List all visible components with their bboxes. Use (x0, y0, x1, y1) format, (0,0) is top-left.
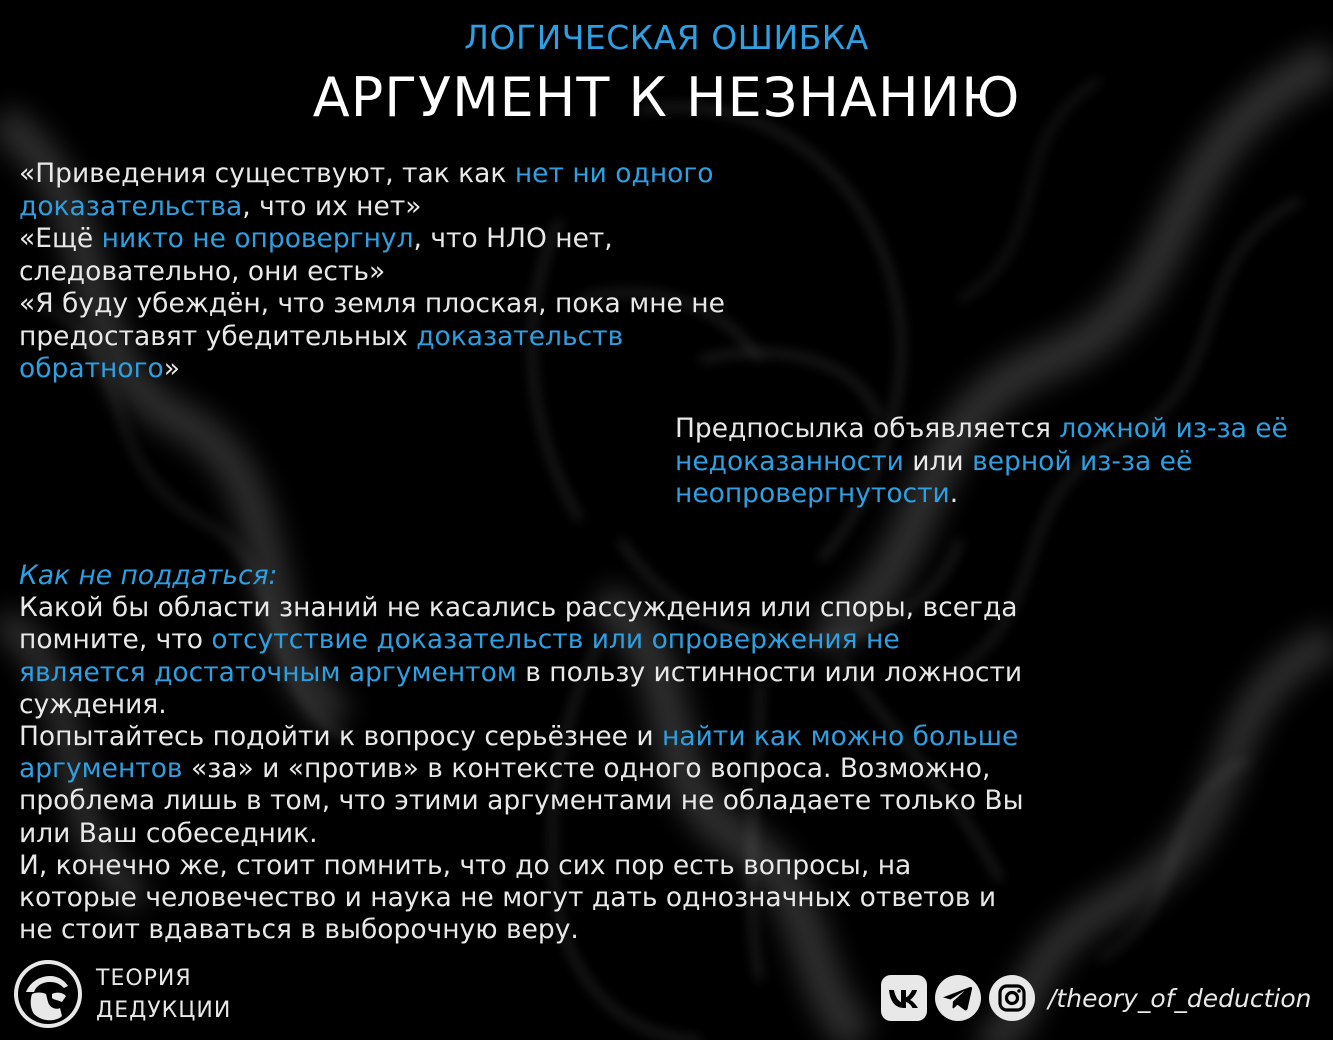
advice-paragraph (19, 850, 1029, 947)
advice-text: в пользу истинности или ложности суждения. (19, 656, 1023, 720)
telegram-icon[interactable] (934, 974, 982, 1022)
highlight-text: ложной из-за её недоказанности (675, 413, 1288, 477)
advice-text: Попытайтесь подойти к вопросу серьёзнее и (19, 721, 663, 753)
example-text: » (163, 353, 180, 384)
examples-block (19, 158, 779, 386)
advice-paragraph (19, 592, 1029, 721)
highlight-text: верной из-за её неопровергнутости (675, 445, 1193, 509)
premise-text: или (903, 445, 973, 477)
social-handle[interactable]: /theory_of_deduction (1048, 983, 1312, 1013)
instagram-icon[interactable] (988, 974, 1036, 1022)
example-flat-earth (19, 288, 779, 386)
subtitle: ЛОГИЧЕСКАЯ ОШИБКА (464, 18, 869, 57)
advice-block (19, 560, 1029, 946)
example-text: , что НЛО нет, следовательно, они есть» (19, 223, 613, 287)
brand-line: ТЕОРИЯ (96, 966, 192, 991)
highlight-text: отсутствие доказательств или опровержения не является достаточным аргументом (19, 624, 900, 688)
example-text: «Ещё (19, 223, 102, 254)
page-title: АРГУМЕНТ К НЕЗНАНИЮ (312, 66, 1021, 129)
advice-text: «за» и «против» в контексте одного вопроса. Возможно, проблема лишь в том, что этими аргументами не обладаете только Вы или Ваш собеседник. (19, 753, 1024, 849)
example-ghosts (19, 158, 779, 223)
social-links (880, 974, 1312, 1022)
highlight-text: никто не опровергнул (101, 223, 414, 254)
advice-text: Какой бы области знаний не касались рассуждения или споры, всегда помните, что (19, 592, 1018, 656)
vk-icon[interactable] (880, 974, 928, 1022)
brand-name (96, 963, 231, 1027)
brand-line: ДЕДУКЦИИ (96, 998, 232, 1023)
highlight-text: найти как можно больше аргументов (19, 721, 1019, 785)
example-text: , что их нет» (242, 190, 422, 222)
premise-block (675, 413, 1315, 511)
detective-logo-icon (12, 958, 84, 1030)
premise-text: Предпосылка объявляется (675, 413, 1060, 444)
premise-text: . (949, 478, 959, 509)
advice-heading: Как не поддаться: (19, 560, 278, 591)
highlight-text: доказательств обратного (19, 320, 624, 384)
example-text: «Я буду убеждён, что земля плоская, пока мне не предоставят убедительных (19, 288, 725, 352)
example-text: «Приведения существуют, так как (19, 158, 515, 189)
advice-paragraph (19, 721, 1029, 850)
example-ufo (19, 223, 779, 288)
advice-text: И, конечно же, стоит помнить, что до сих пор есть вопросы, на которые человечество и наука не могут дать однозначных ответов и не стоит вдаваться в выборочную веру. (19, 849, 997, 946)
highlight-text: нет ни одного доказательства (19, 158, 714, 222)
